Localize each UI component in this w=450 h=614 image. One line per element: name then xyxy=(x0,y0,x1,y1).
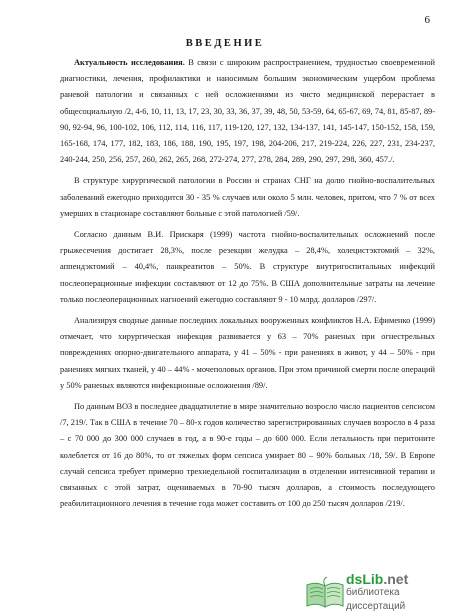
paragraph xyxy=(60,313,435,394)
brand-main: dsLib xyxy=(346,571,384,587)
paragraph xyxy=(60,55,435,168)
paragraph xyxy=(60,173,435,222)
book-icon xyxy=(304,576,346,610)
watermark-brand xyxy=(346,572,450,586)
paragraph-text: Согласно данным В.И. Прискаря (1999) частота гнойно-воспалительных осложнений после грыжесечения достигает 28,3%, после резекции желудка – 28,4%, холецистэктомий – 32%, аппендэктомий – 40,4%, панкреатитов – 50%. В структуре внутригоспитальных инфекций послеоперационные инфекции составляют от 12 до 75%. В США дополнительные затраты на лечение только послеоперационных нагноений ежегодно составляют 9 - 10 млрд. долларов /297/. xyxy=(60,230,435,304)
body-text xyxy=(60,55,435,517)
paragraph-text: В структуре хирургической патологии в России и странах СНГ на долю гнойно-воспалительных заболеваний ежегодно приходится 30 - 35 % случаев или около 5 млн. человек, притом, что 7 % от всех умерших в стационаре составляют больные с этой патологией /59/. xyxy=(60,176,435,218)
paragraph-text: В связи с широким распространением, трудностью своевременной диагностики, лечения, профилактики и наносимым большим экономическим ущербом проблема раневой патологии и связанных с ней осложнениями из чисто медицинской перерастает в общесоциальную /2, 4-6, 10, 11, 13, 17, 23, 30, 33, 36, 37, 39, 48, 50, 53-59, 64, 65-67, 69, 74, 81, 85-87, 89-90, 92-94, 96, 100-102, 106, 112, 114, 116, 117, 119-120, 127, 132, 134-137, 141, 145-147, 150-152, 158, 159, 165-168, 174, 177, 182, 183, 186, 188, 190, 195, 197, 198, 204-206, 217, 219-224, 226, 227, 231, 234-237, 240-244, 250, 256, 257, 260, 262, 265, 268, 272-274, 277, 278, 284, 289, 290, 297, 298, 360, 457./. xyxy=(60,58,435,165)
paragraph-text: Анализируя сводные данные последних локальных вооруженных конфликтов Н.А. Ефименко (1999) отмечает, что хирургическая инфекция развивается у 63 – 70% раненых при огнестрельных повреждениях опорно-двигательного аппарата, у 41 – 50% - при ранениях в живот, у 44 – 50% - при ранениях мягких тканей, у 40 – 44% - мочеполовых органов. При этом причиной смерти после операций у 50% раненых являются инфекционные осложнения /89/. xyxy=(60,316,435,390)
section-title: ВВЕДЕНИЕ xyxy=(185,38,265,49)
book-icon-graphic xyxy=(304,576,346,610)
brand-tld: .net xyxy=(383,571,409,587)
paragraph-lead: Актуальность исследования. xyxy=(74,58,185,67)
dslib-watermark[interactable] xyxy=(304,572,450,614)
watermark-subtitle: библиотека диссертаций xyxy=(346,587,406,612)
paragraph-text: По данным ВОЗ в последнее двадцатилетие в мире значительно возросло число пациентов сепсисом /7, 219/. Так в США в течение 70 – 80-х годов количество зарегистрированных случаев возросло в 4 раза – с 70 000 до 300 000 случаев в год, а в 90-е годы – до 600 000. Если летальность при перитоните колеблется от 16 до 80%, то от тяжелых форм сепсиса умирает 80 – 90% больных /18, 59/. В Европе случай сепсиса требует примерно трехнедельной госпитализации в отделении интенсивной терапии и связанных с этой затрат, оцениваемых в 70-90 тысяч долларов, а стоимость последующего реабилитационного лечения в течение года может составить от 100 до 250 тысяч долларов /219/. xyxy=(60,402,435,509)
watermark-text xyxy=(346,572,450,614)
paragraph xyxy=(60,227,435,308)
paragraph xyxy=(60,399,435,512)
page-number: 6 xyxy=(424,14,430,26)
